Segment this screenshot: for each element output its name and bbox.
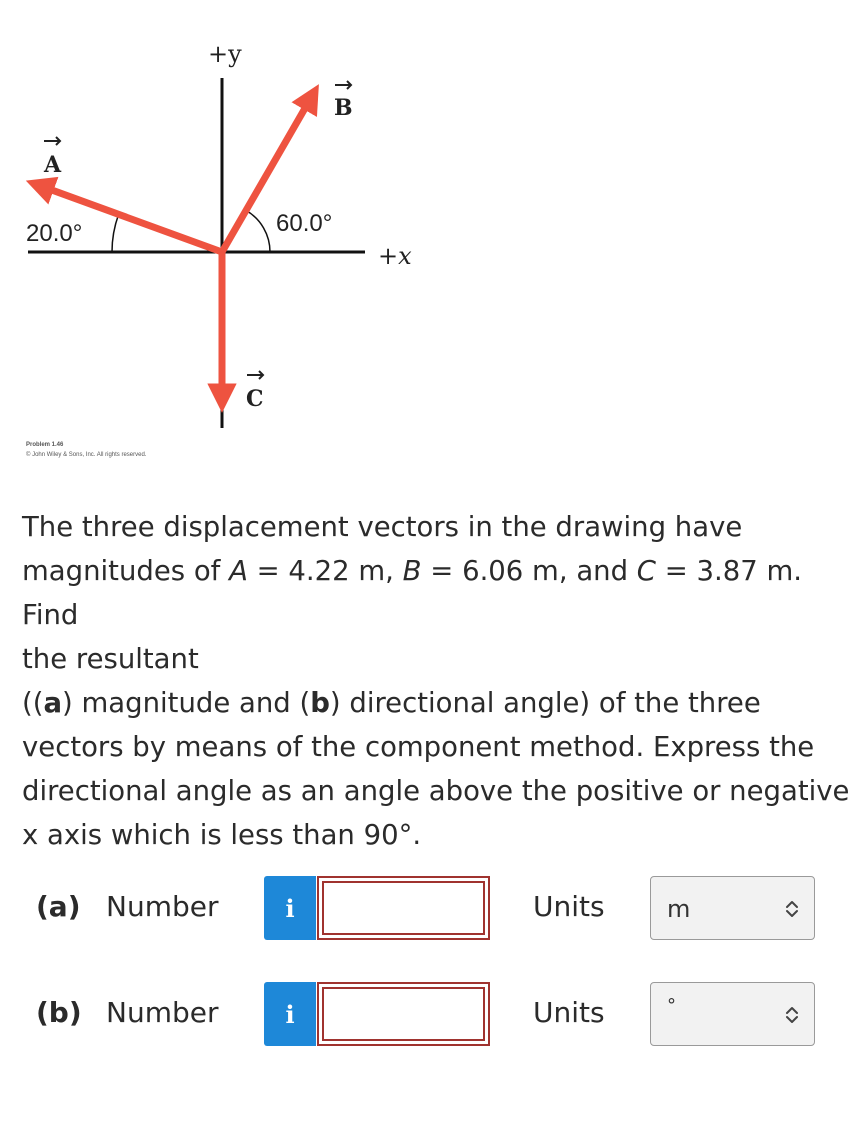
y-axis-label: +y	[208, 40, 242, 68]
answer-input-a[interactable]	[317, 876, 490, 940]
problem-line-2: magnitudes of A = 4.22 m, B = 6.06 m, and C = 3.87 m. Find	[22, 555, 803, 631]
part-b-marker: b	[310, 687, 330, 719]
var-b: B	[402, 555, 422, 587]
units-label: Units	[533, 890, 605, 923]
vector-c-overarrow	[247, 371, 263, 379]
number-label: Number	[106, 890, 219, 923]
problem-line-4: ((a) magnitude and (b) directional angle) of the three	[22, 687, 761, 719]
figure-credit-line2: © John Wiley & Sons, Inc. All rights reserved.	[26, 452, 147, 458]
info-button[interactable]	[264, 982, 316, 1046]
vector-diagram	[0, 0, 460, 470]
number-label: Number	[106, 996, 219, 1029]
figure-credit-line1: Problem 1.46	[26, 442, 64, 448]
part-label: (b)	[36, 996, 82, 1029]
problem-statement	[22, 505, 852, 857]
vector-c-label: C	[246, 386, 264, 412]
answer-input-b[interactable]	[317, 982, 490, 1046]
angle-a-label: 20.0°	[26, 220, 83, 247]
part-label: (a)	[36, 890, 81, 923]
problem-line-1: The three displacement vectors in the drawing have	[22, 511, 743, 543]
info-button[interactable]	[264, 876, 316, 940]
answer-row-a	[0, 876, 868, 942]
problem-line-7: x axis which is less than 90°.	[22, 819, 422, 851]
vector-a-label: A	[44, 152, 62, 178]
units-value: °	[667, 995, 676, 1016]
vector-b-label: B	[334, 95, 353, 121]
angle-a-arc	[112, 214, 119, 252]
units-value: m	[667, 895, 691, 923]
units-select-b[interactable]	[650, 982, 815, 1046]
problem-line-3: the resultant	[22, 643, 199, 675]
var-a: A	[229, 555, 248, 587]
answer-row-b	[0, 982, 868, 1048]
problem-line-6: directional angle as an angle above the positive or negative	[22, 775, 850, 807]
units-label: Units	[533, 996, 605, 1029]
info-icon: i	[285, 999, 295, 1029]
var-c: C	[636, 555, 656, 587]
part-a-marker: a	[43, 687, 63, 719]
problem-line-5: vectors by means of the component method. Express the	[22, 731, 815, 763]
vector-b-overarrow	[335, 81, 351, 89]
vector-a-overarrow	[44, 137, 60, 145]
info-icon: i	[285, 893, 295, 923]
x-axis-label: +x	[378, 242, 412, 270]
angle-b-arc	[246, 210, 270, 252]
angle-b-label: 60.0°	[276, 210, 333, 237]
units-select-a[interactable]	[650, 876, 815, 940]
chevron-up-down-icon	[782, 1005, 802, 1025]
chevron-up-down-icon	[782, 899, 802, 919]
